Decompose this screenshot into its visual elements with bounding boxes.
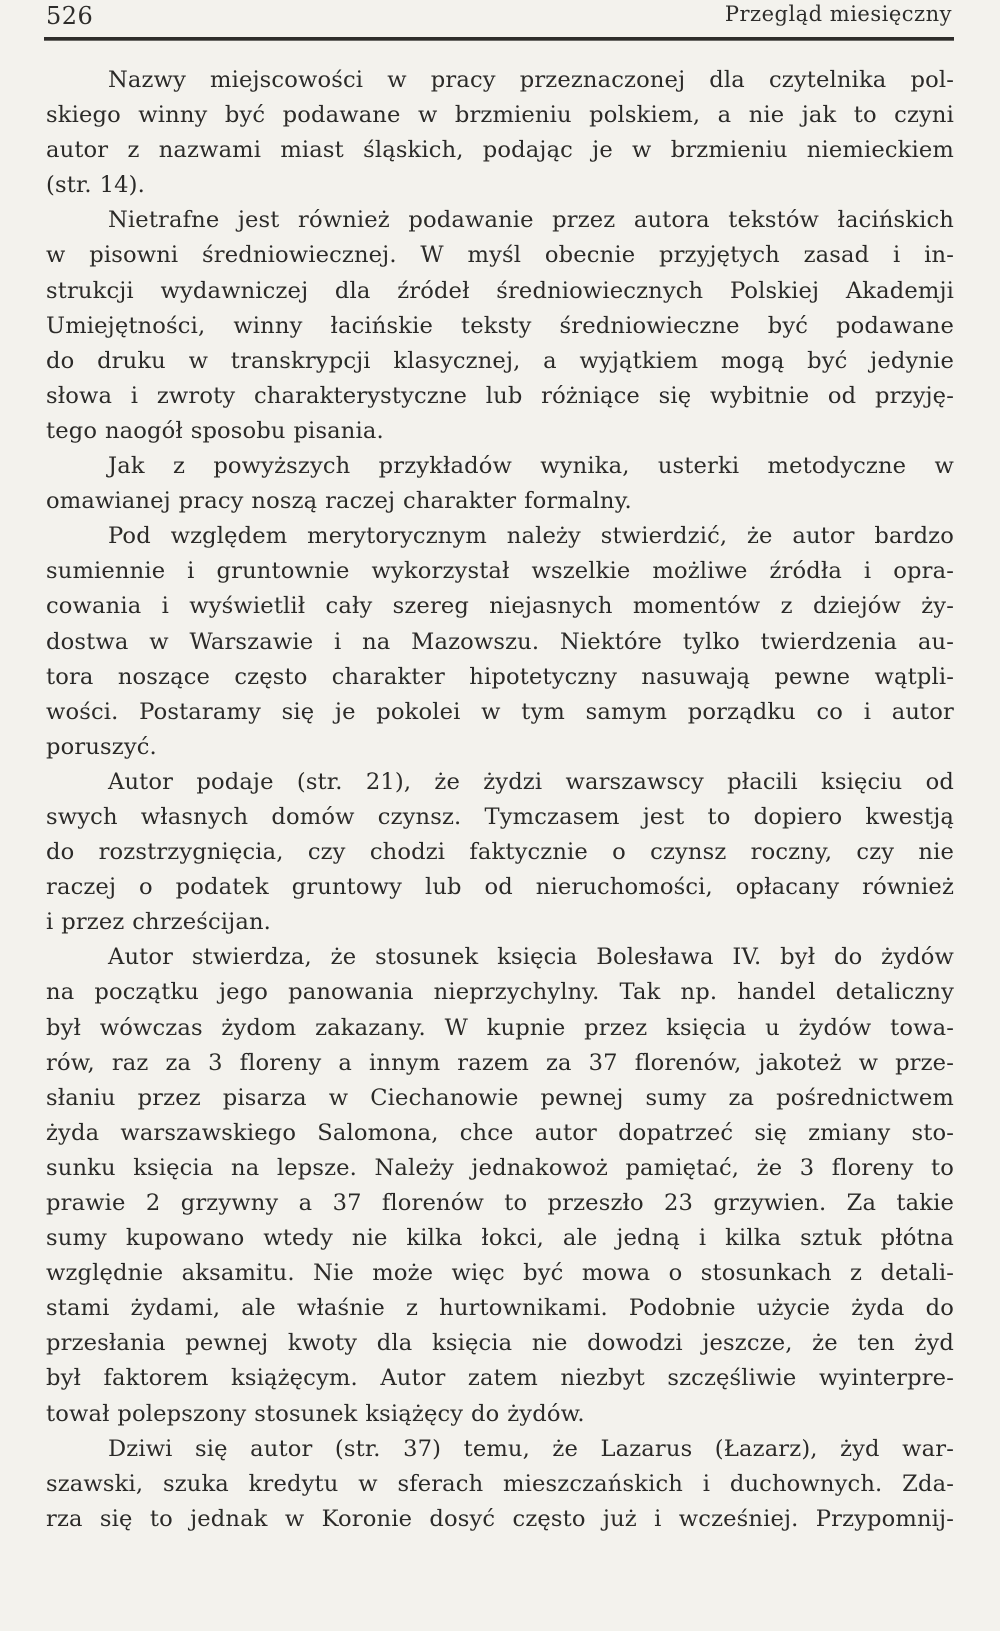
text-line: omawianej pracy noszą raczej charakter formalny.	[46, 488, 632, 515]
text-line: swych własnych domów czynsz. Tymczasem jest to dopiero kwestją	[46, 803, 954, 830]
text-line: do druku w transkrypcji klasycznej, a wyjątkiem mogą być jedynie	[46, 347, 954, 374]
text-line: tował polepszony stosunek książęcy do żydów.	[46, 1400, 585, 1427]
text-line: Pod względem merytorycznym należy stwierdzić, że autor bardzo	[108, 523, 954, 550]
paragraph	[46, 940, 954, 1431]
text-line: tora noszące często charakter hipotetyczny nasuwają pewne wątpli-	[46, 663, 954, 690]
paragraph	[46, 519, 954, 765]
text-line: autor z nazwami miast śląskich, podając je w brzmieniu niemieckiem	[46, 137, 954, 164]
text-line: (str. 14).	[46, 172, 145, 199]
text-line: żyda warszawskiego Salomona, chce autor dopatrzeć się zmiany sto-	[46, 1119, 954, 1146]
text-line: szawski, szuka kredytu w sferach mieszczańskich i duchownych. Zda-	[46, 1470, 954, 1497]
text-line: sumy kupowano wtedy nie kilka łokci, ale jedną i kilka sztuk płótna	[46, 1225, 954, 1252]
page-number: 526	[46, 2, 94, 30]
text-line: i przez chrześcijan.	[46, 909, 271, 936]
page-header	[46, 0, 952, 34]
text-line: rów, raz za 3 floreny a innym razem za 37 florenów, jakoteż w prze-	[46, 1049, 954, 1076]
text-line: sumiennie i gruntownie wykorzystał wszelkie możliwe źródła i opra-	[46, 558, 954, 585]
text-line: był faktorem książęcym. Autor zatem niezbyt szczęśliwie wyinterpre-	[46, 1365, 954, 1392]
text-line: Nietrafne jest również podawanie przez autora tekstów łacińskich	[108, 207, 954, 234]
text-line: rza się to jednak w Koronie dosyć często już i wcześniej. Przypomnij-	[46, 1505, 954, 1532]
text-line: Dziwi się autor (str. 37) temu, że Lazarus (Łazarz), żyd war-	[108, 1435, 954, 1462]
body-text	[46, 63, 954, 1537]
text-line: tego naogół sposobu pisania.	[46, 417, 384, 444]
text-line: słaniu przez pisarza w Ciechanowie pewnej sumy za pośrednictwem	[46, 1084, 954, 1111]
text-line: Umiejętności, winny łacińskie teksty średniowieczne być podawane	[46, 312, 954, 339]
running-title: Przegląd miesięczny	[724, 2, 952, 26]
text-line: wości. Postaramy się je pokolei w tym samym porządku co i autor	[46, 698, 954, 725]
text-line: Nazwy miejscowości w pracy przeznaczonej dla czytelnika pol-	[108, 67, 954, 93]
paragraph	[46, 449, 954, 519]
paragraph	[46, 1432, 954, 1537]
text-line: do rozstrzygnięcia, czy chodzi faktycznie o czynsz roczny, czy nie	[46, 839, 954, 866]
text-line: cowania i wyświetlił cały szereg niejasnych momentów z dziejów ży-	[46, 593, 954, 620]
text-line: Autor stwierdza, że stosunek księcia Bolesława IV. był do żydów	[108, 944, 954, 971]
text-line: prawie 2 grzywny a 37 florenów to przeszło 23 grzywien. Za takie	[46, 1190, 954, 1216]
text-line: raczej o podatek gruntowy lub od nieruchomości, opłacany również	[46, 874, 954, 901]
text-line: poruszyć.	[46, 733, 157, 760]
header-rule	[44, 37, 954, 41]
text-line: na początku jego panowania nieprzychylny. Tak np. handel detaliczny	[46, 979, 954, 1006]
text-line: dostwa w Warszawie i na Mazowszu. Niektóre tylko twierdzenia au-	[46, 628, 954, 655]
text-line: Jak z powyższych przykładów wynika, usterki metodyczne w	[108, 453, 954, 480]
text-line: sunku księcia na lepsze. Należy jednakowoż pamiętać, że 3 floreny to	[46, 1154, 954, 1181]
paragraph	[46, 203, 954, 449]
text-line: przesłania pewnej kwoty dla księcia nie dowodzi jeszcze, że ten żyd	[46, 1330, 954, 1357]
text-line: skiego winny być podawane w brzmieniu polskiem, a nie jak to czyni	[46, 102, 954, 129]
text-line: był wówczas żydom zakazany. W kupnie przez księcia u żydów towa-	[46, 1014, 954, 1041]
text-line: strukcji wydawniczej dla źródeł średniowiecznych Polskiej Akademji	[46, 277, 954, 304]
text-line: w pisowni średniowiecznej. W myśl obecnie przyjętych zasad i in-	[46, 242, 954, 269]
text-line: Autor podaje (str. 21), że żydzi warszawscy płacili księciu od	[108, 768, 954, 795]
text-line: stami żydami, ale właśnie z hurtownikami. Podobnie użycie żyda do	[46, 1295, 954, 1322]
paragraph	[46, 765, 954, 940]
text-line: względnie aksamitu. Nie może więc być mowa o stosunkach z detali-	[46, 1260, 954, 1287]
paragraph	[46, 63, 954, 203]
text-line: słowa i zwroty charakterystyczne lub różniące się wybitnie od przyję-	[46, 382, 954, 409]
